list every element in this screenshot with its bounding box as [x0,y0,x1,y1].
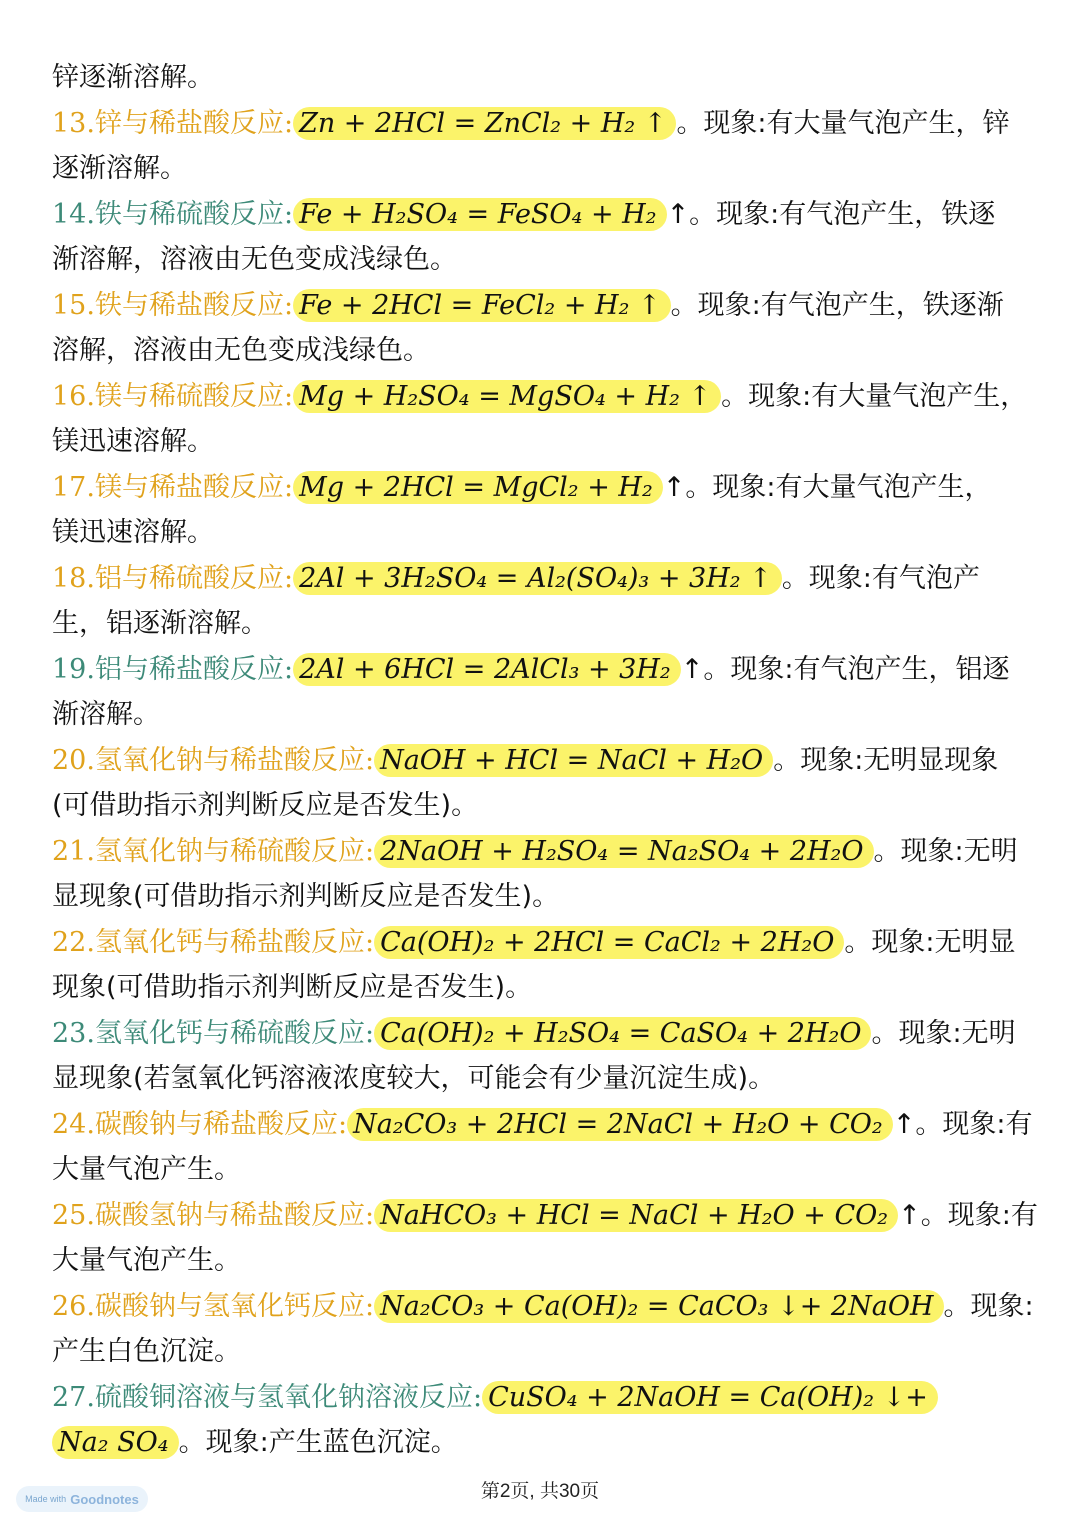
text-line [52,604,1040,644]
text-line [52,877,1040,917]
reaction-title: 铁与稀盐酸反应 [94,289,284,321]
title-separator: : [283,198,294,230]
continuation-text: 显现象(若氢氧化钙溶液浓度较大，可能会有少量沉淀生成)。 [52,1063,776,1094]
phenomenon-text: ↑。现象:有气泡产生，铁逐 [666,198,996,230]
text-line [52,1332,1040,1372]
continuation-text: 溶解，溶液由无色变成浅绿色。 [52,335,430,366]
reaction-title: 锌与稀盐酸反应 [94,107,284,139]
continuation-text: 生，铝逐渐溶解。 [52,608,268,639]
title-separator: : [283,289,294,321]
text-line [52,240,1040,280]
reaction-title: 氢氧化钙与稀盐酸反应 [94,926,365,958]
title-separator: : [283,562,294,594]
reaction-number: 18. [52,562,95,594]
reaction-number: 25. [52,1199,95,1231]
continuation-text: 逐渐溶解。 [52,153,187,184]
reaction-number: 14. [52,198,95,230]
reaction-title: 硫酸铜溶液与氢氧化钠溶液反应 [94,1381,473,1413]
title-separator: : [364,926,375,958]
phenomenon-text: 。现象:有气泡产 [781,562,980,594]
equation-highlight: Na₂ SO₄ [52,1426,179,1459]
continuation-text: 锌逐渐溶解。 [52,62,214,93]
text-line [52,58,1040,98]
reaction-line [52,1287,1040,1327]
phenomenon-text: 。现象: [943,1290,1034,1322]
equation-highlight: 2Al + 6HCl = 2AlCl₃ + 3H₂ [293,653,681,686]
title-separator: : [337,1108,348,1140]
phenomenon-text: ↑。现象:有气泡产生，铝逐 [680,653,1010,685]
phenomenon-text: 。现象:有大量气泡产生， [721,380,1028,412]
reaction-line [52,1196,1040,1236]
continuation-text: 大量气泡产生。 [52,1245,241,1276]
continuation-text: 镁迅速溶解。 [52,426,214,457]
reaction-title: 镁与稀硫酸反应 [94,380,284,412]
reaction-title: 铝与稀硫酸反应 [94,562,284,594]
reaction-line [52,286,1040,326]
title-separator: : [283,380,294,412]
reaction-title: 碳酸钠与氢氧化钙反应 [94,1290,365,1322]
phenomenon-text: ↑。现象:有 [892,1108,1033,1140]
reaction-title: 镁与稀盐酸反应 [94,471,284,503]
equation-highlight: Ca(OH)₂ + H₂SO₄ = CaSO₄ + 2H₂O [374,1017,871,1050]
equation-highlight: Fe + 2HCl = FeCl₂ + H₂ ↑ [293,289,671,322]
reaction-number: 13. [52,107,95,139]
phenomenon-text: ↑。现象:有大量气泡产生， [662,471,992,503]
phenomenon-text: 。现象:有大量气泡产生，锌 [676,107,1010,139]
continuation-text: 现象(可借助指示剂判断反应是否发生)。 [52,972,533,1003]
phenomenon-text: 。现象:无明显 [844,926,1016,958]
reaction-title: 氢氧化钠与稀盐酸反应 [94,744,365,776]
equation-highlight: 2Al + 3H₂SO₄ = Al₂(SO₄)₃ + 3H₂ ↑ [293,562,782,595]
reaction-title: 氢氧化钙与稀硫酸反应 [94,1017,365,1049]
reaction-line [52,468,1040,508]
reaction-line [52,1378,1040,1418]
continuation-text: 产生白色沉淀。 [52,1336,241,1367]
reaction-line [52,195,1040,235]
reaction-number: 24. [52,1108,95,1140]
text-line [52,695,1040,735]
title-separator: : [364,744,375,776]
badge-brand: Goodnotes [70,1491,139,1507]
text-line [52,1150,1040,1190]
continuation-text: 镁迅速溶解。 [52,517,214,548]
equation-highlight: Mg + 2HCl = MgCl₂ + H₂ [293,471,663,504]
phenomenon-text: ↑。现象:有 [898,1199,1038,1231]
reaction-number: 27. [52,1381,95,1413]
equation-highlight: Fe + H₂SO₄ = FeSO₄ + H₂ [293,198,667,231]
badge-prefix: Made with [25,1494,67,1504]
reaction-number: 19. [52,653,95,685]
reaction-line [52,1105,1040,1145]
reaction-line [52,1423,1040,1463]
reaction-line [52,559,1040,599]
title-separator: : [283,471,294,503]
equation-highlight: Na₂CO₃ + Ca(OH)₂ = CaCO₃ ↓+ 2NaOH [374,1290,943,1323]
continuation-text: (可借助指示剂判断反应是否发生)。 [52,790,479,821]
title-separator: : [364,1199,375,1231]
reaction-line [52,1014,1040,1054]
title-separator: : [283,107,294,139]
continuation-text: 渐溶解。 [52,699,160,730]
text-line [52,331,1040,371]
title-separator: : [364,1290,375,1322]
reaction-number: 17. [52,471,95,503]
reaction-number: 26. [52,1290,95,1322]
title-separator: : [472,1381,483,1413]
continuation-text: 显现象(可借助指示剂判断反应是否发生)。 [52,881,560,912]
reaction-number: 21. [52,835,95,867]
reaction-title: 碳酸氢钠与稀盐酸反应 [94,1199,365,1231]
text-line [52,968,1040,1008]
reaction-title: 铁与稀硫酸反应 [94,198,284,230]
phenomenon-text: 。现象:无明显现象 [773,744,999,776]
equation-highlight: CuSO₄ + 2NaOH = Ca(OH)₂ ↓+ [482,1381,938,1414]
equation-highlight: NaOH + HCl = NaCl + H₂O [374,744,773,777]
equation-highlight: NaHCO₃ + HCl = NaCl + H₂O + CO₂ [374,1199,898,1232]
continuation-text: 渐溶解，溶液由无色变成浅绿色。 [52,244,457,275]
equation-highlight: Na₂CO₃ + 2HCl = 2NaCl + H₂O + CO₂ [347,1108,893,1141]
title-separator: : [364,835,375,867]
reaction-line [52,104,1040,144]
reaction-number: 15. [52,289,95,321]
reaction-line [52,741,1040,781]
text-line [52,422,1040,462]
continuation-text: 大量气泡产生。 [52,1154,241,1185]
reaction-title: 碳酸钠与稀盐酸反应 [94,1108,338,1140]
equation-highlight: Mg + H₂SO₄ = MgSO₄ + H₂ ↑ [293,380,721,413]
reaction-line [52,923,1040,963]
phenomenon-text: 。现象:无明 [871,1017,1016,1049]
phenomenon-text: 。现象:无明 [873,835,1018,867]
reaction-number: 16. [52,380,95,412]
reaction-number: 20. [52,744,95,776]
page-number: 第2页, 共30页 [480,1481,600,1502]
phenomenon-text: 。现象:产生蓝色沉淀。 [178,1427,458,1458]
reaction-line [52,650,1040,690]
reaction-title: 氢氧化钠与稀硫酸反应 [94,835,365,867]
text-line [52,1059,1040,1099]
equation-highlight: Ca(OH)₂ + 2HCl = CaCl₂ + 2H₂O [374,926,844,959]
equation-highlight: Zn + 2HCl = ZnCl₂ + H₂ ↑ [293,107,676,140]
phenomenon-text: 。现象:有气泡产生，铁逐渐 [670,289,1004,321]
title-separator: : [364,1017,375,1049]
text-line [52,149,1040,189]
reaction-line [52,377,1040,417]
text-line [52,513,1040,553]
equation-highlight: 2NaOH + H₂SO₄ = Na₂SO₄ + 2H₂O [374,835,873,868]
reaction-number: 23. [52,1017,95,1049]
text-line [52,1241,1040,1281]
reaction-number: 22. [52,926,95,958]
reaction-title: 铝与稀盐酸反应 [94,653,284,685]
title-separator: : [283,653,294,685]
text-line [52,786,1040,826]
reaction-line [52,832,1040,872]
goodnotes-badge [16,1486,148,1512]
